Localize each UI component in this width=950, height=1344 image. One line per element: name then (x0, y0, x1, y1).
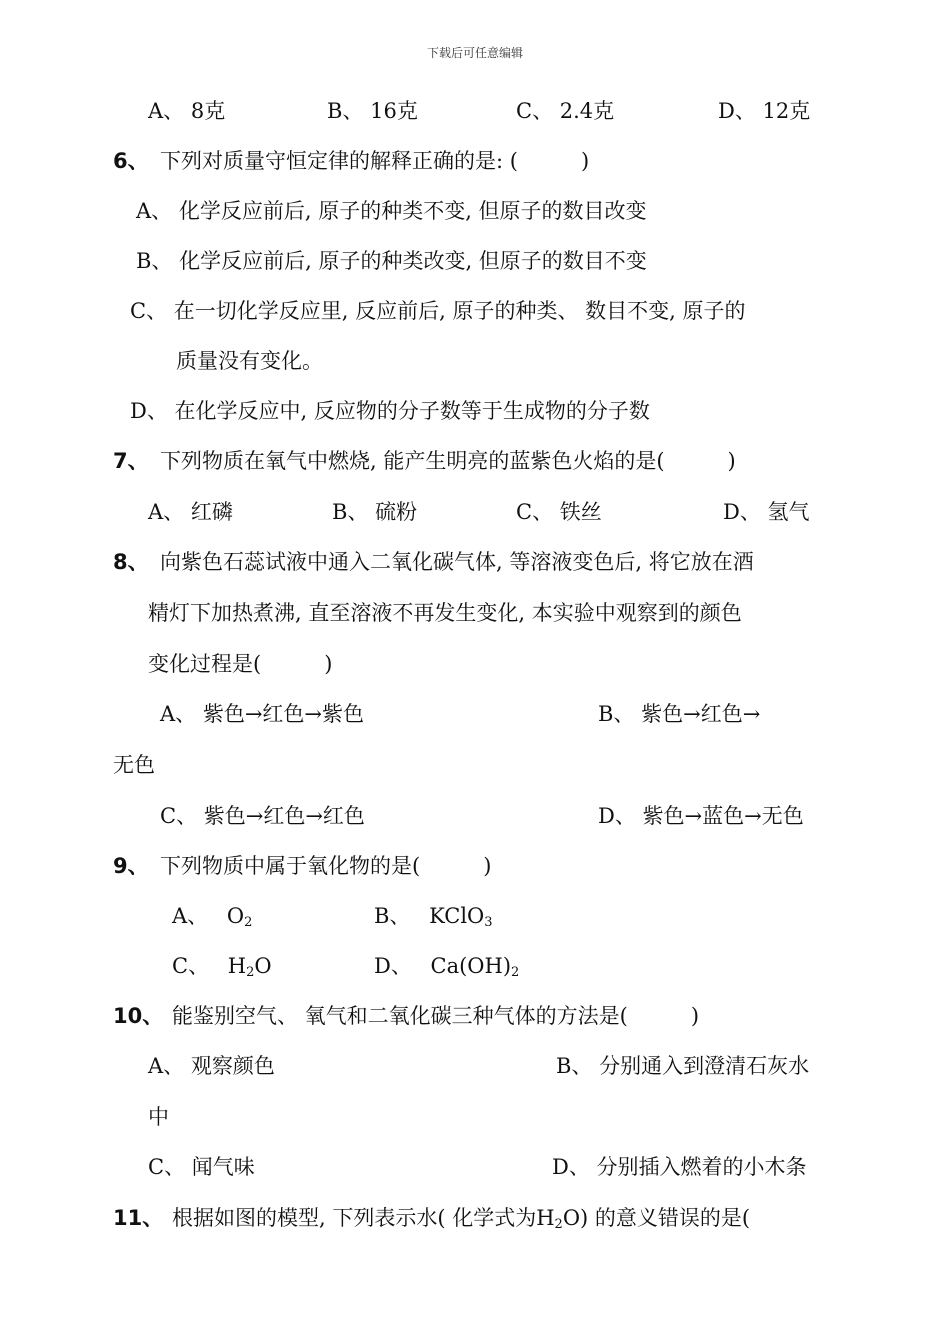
q9-a-formula-main: O (226, 904, 245, 928)
q11-stem (172, 1203, 750, 1240)
q6-option-c-cont: 质量没有变化。 (176, 349, 323, 373)
q8-option-c: C、 紫色→红色→红色 (160, 804, 365, 828)
q8-option-b: B、 紫色→红色→ (598, 702, 761, 726)
q5-option-a: A、 8克 (148, 99, 226, 123)
q9-d-formula-sub: 2 (511, 965, 520, 980)
q8-stem-line1: 向紫色石蕊试液中通入二氧化碳气体, 等溶液变色后, 将它放在酒 (160, 550, 754, 574)
q9-d-formula-main: Ca(OH) (430, 954, 512, 978)
q10-option-b: B、 分别通入到澄清石灰水 (556, 1054, 810, 1078)
q5-option-c: C、 2.4克 (516, 99, 615, 123)
q7-option-b: B、 硫粉 (332, 500, 418, 524)
q5-option-d: D、 12克 (718, 99, 811, 123)
q7-stem: 下列物质在氧气中燃烧, 能产生明亮的蓝紫色火焰的是( ) (160, 449, 736, 473)
q7-option-a: A、 红磷 (148, 500, 233, 524)
q9-option-c-label: C、 (172, 954, 210, 978)
q9-option-c (172, 951, 272, 988)
q11-stem-sub: 2 (554, 1217, 563, 1232)
page-header: 下载后可任意编辑 (426, 46, 523, 60)
q9-number: 9、 (113, 854, 149, 878)
q9-option-b-formula (429, 904, 492, 928)
q9-c-formula-main: H (227, 954, 247, 978)
q7-option-c: C、 铁丝 (516, 500, 602, 524)
q10-option-c: C、 闻气味 (148, 1155, 255, 1179)
q6-option-d: D、 在化学反应中, 反应物的分子数等于生成物的分子数 (130, 399, 650, 423)
q8-option-a: A、 紫色→红色→紫色 (160, 702, 365, 726)
q6-option-b: B、 化学反应前后, 原子的种类改变, 但原子的数目不变 (136, 249, 647, 273)
q8-option-b-cont: 无色 (113, 753, 155, 777)
q9-b-formula-sub: 3 (484, 915, 493, 930)
q11-stem-pre: 根据如图的模型, 下列表示水( 化学式为H (172, 1206, 555, 1230)
q8-stem-line2: 精灯下加热煮沸, 直至溶液不再发生变化, 本实验中观察到的颜色 (148, 601, 742, 625)
q9-stem: 下列物质中属于氧化物的是( ) (160, 854, 492, 878)
q6-stem: 下列对质量守恒定律的解释正确的是: ( ) (160, 149, 590, 173)
q6-option-c: C、 在一切化学反应里, 反应前后, 原子的种类、 数目不变, 原子的 (130, 299, 746, 323)
q6-option-a: A、 化学反应前后, 原子的种类不变, 但原子的数目改变 (136, 199, 647, 223)
q10-stem: 能鉴别空气、 氧气和二氧化碳三种气体的方法是( ) (172, 1004, 700, 1028)
q7-option-d: D、 氢气 (723, 500, 810, 524)
q8-number: 8、 (113, 550, 149, 574)
q8-option-d: D、 紫色→蓝色→无色 (598, 804, 804, 828)
q9-option-d-formula (431, 954, 520, 978)
q9-option-a (172, 901, 252, 938)
q10-option-d: D、 分别插入燃着的小木条 (552, 1155, 807, 1179)
q9-option-d (374, 951, 519, 988)
q9-option-b (374, 901, 493, 938)
q11-number: 11、 (113, 1206, 164, 1230)
q9-option-c-formula (228, 954, 272, 978)
q9-c-formula-tail: O (254, 954, 272, 978)
q8-stem-line3: 变化过程是( ) (148, 652, 333, 676)
q6-number: 6、 (113, 149, 149, 173)
q9-option-a-formula (227, 904, 253, 928)
q10-option-b-cont: 中 (148, 1105, 169, 1129)
q5-option-b: B、 16克 (327, 99, 418, 123)
q9-option-b-label: B、 (374, 904, 411, 928)
q9-option-a-label: A、 (172, 904, 209, 928)
q9-a-formula-sub: 2 (244, 915, 253, 930)
q7-number: 7、 (113, 449, 149, 473)
q9-b-formula-main: KClO (429, 904, 485, 928)
q9-c-formula-sub: 2 (246, 965, 255, 980)
q10-option-a: A、 观察颜色 (148, 1054, 275, 1078)
q10-number: 10、 (113, 1004, 164, 1028)
q9-option-d-label: D、 (374, 954, 412, 978)
q11-stem-post: O) 的意义错误的是( (562, 1206, 751, 1230)
